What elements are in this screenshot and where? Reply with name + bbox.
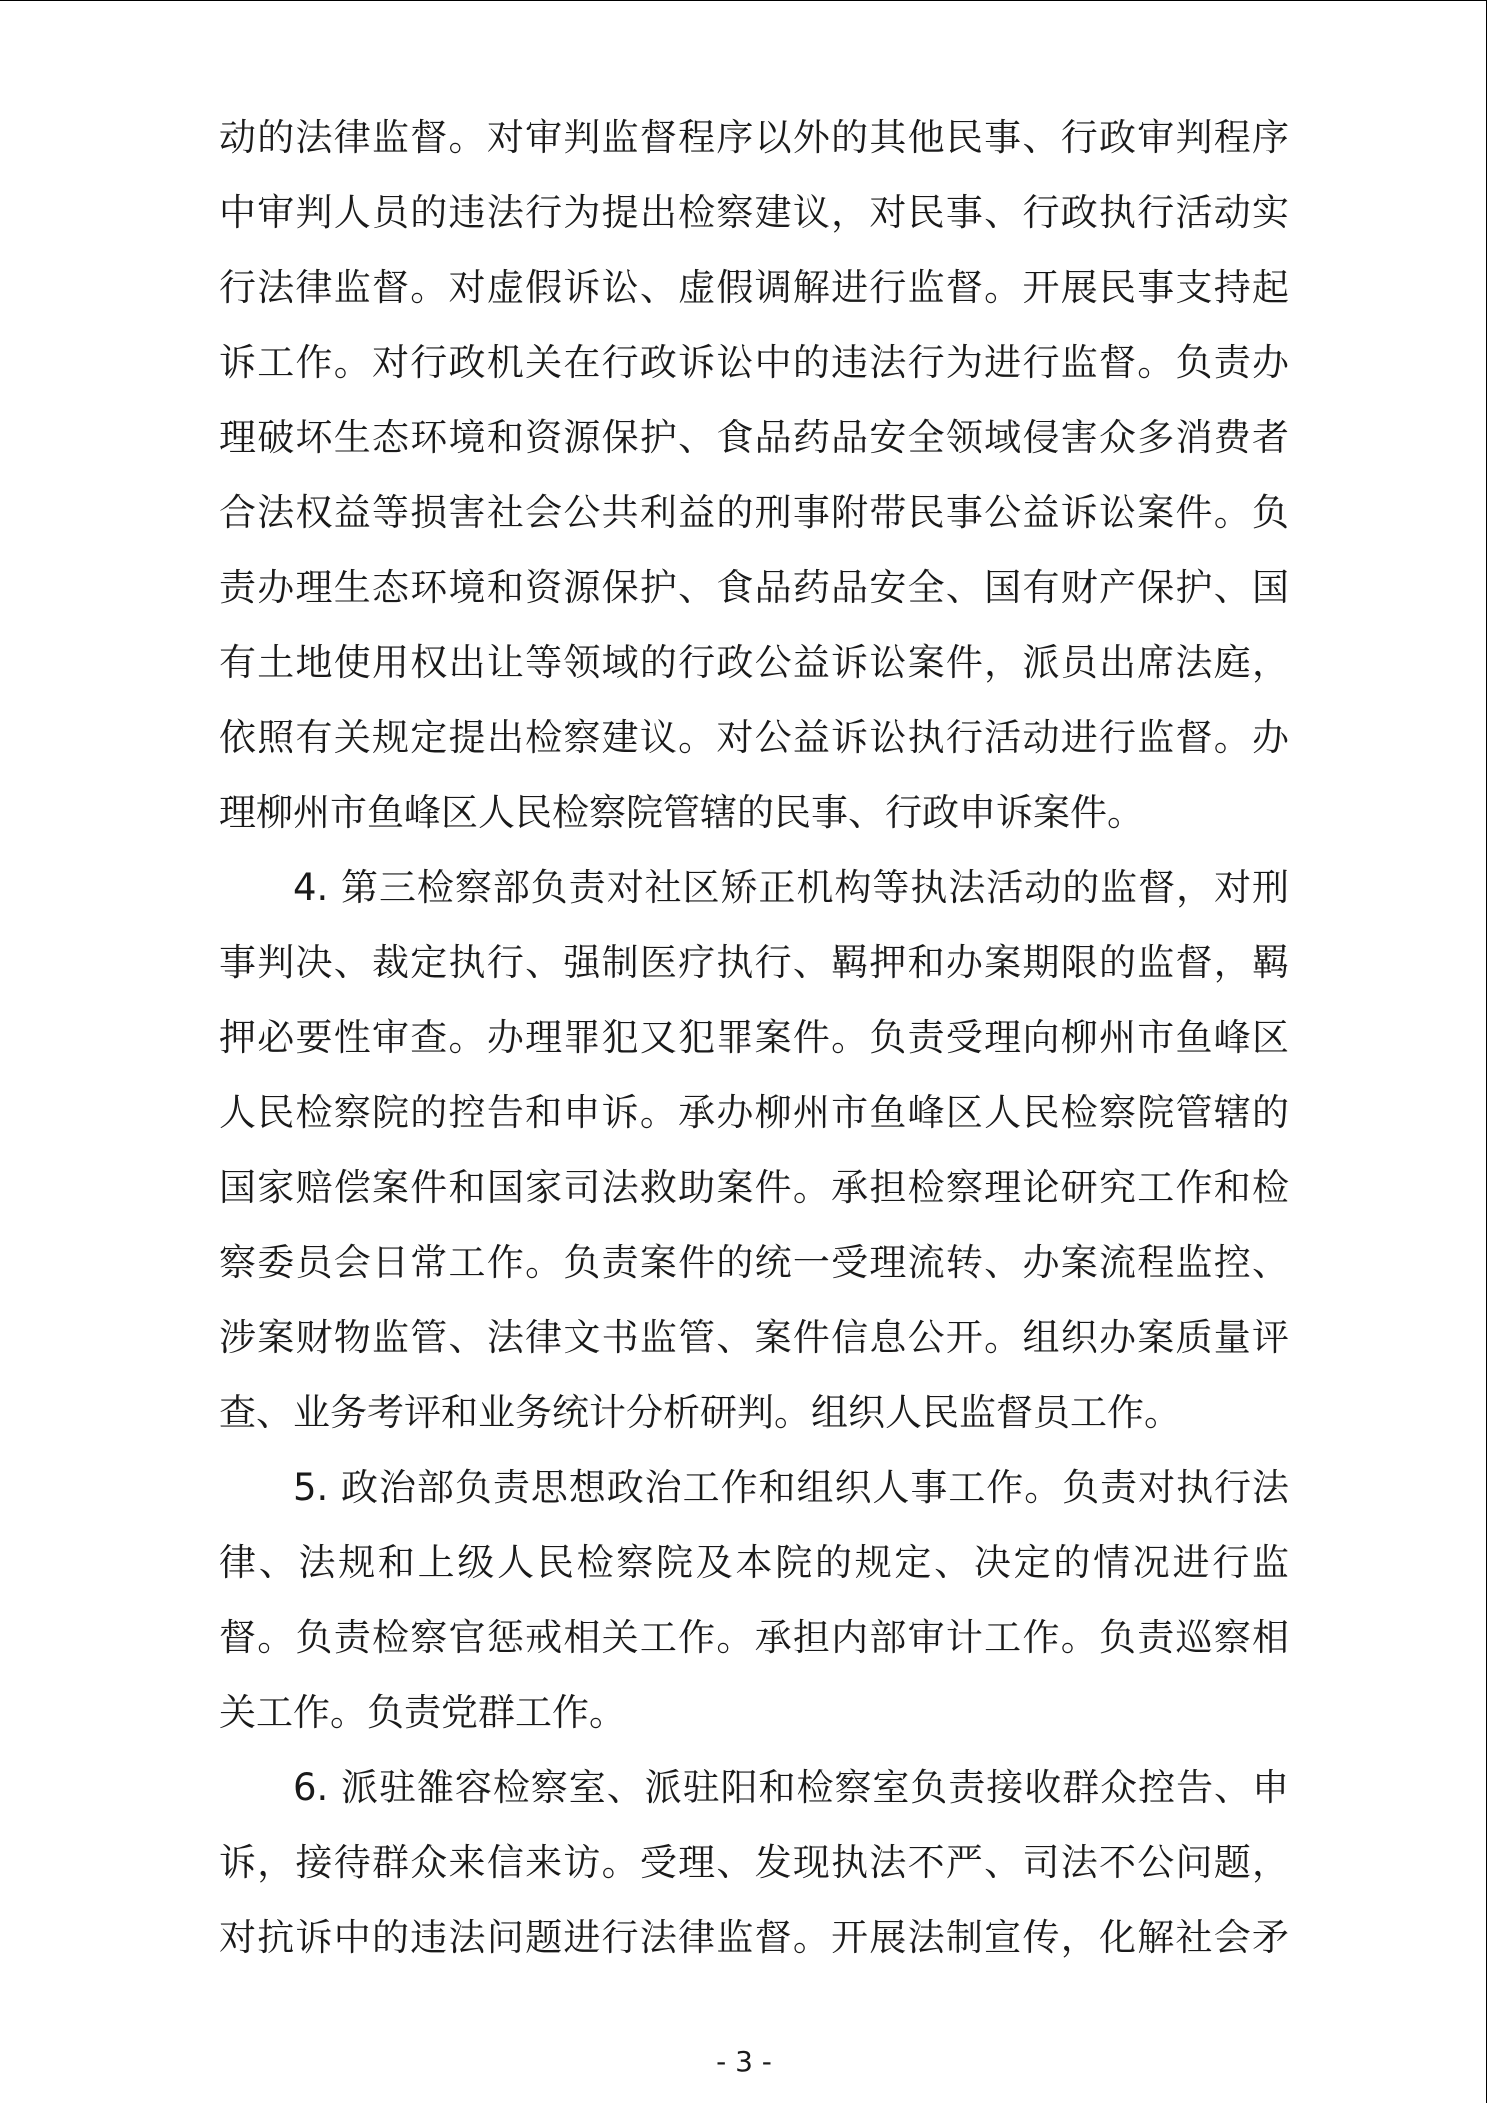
text-line: 依照有关规定提出检察建议。对公益诉讼执行活动进行监督。办	[219, 716, 1289, 759]
page-number: - 3 -	[716, 2045, 772, 2078]
text-line: 有土地使用权出让等领域的行政公益诉讼案件，派员出席法庭，	[219, 641, 1289, 684]
paragraph-first-line: 6. 派驻雒容检察室、派驻阳和检察室负责接收群众控告、申	[293, 1766, 1289, 1809]
text-line: 涉案财物监管、法律文书监管、案件信息公开。组织办案质量评	[219, 1316, 1289, 1359]
text-line: 查、业务考评和业务统计分析研判。组织人民监督员工作。	[219, 1391, 1181, 1434]
text-line: 诉工作。对行政机关在行政诉讼中的违法行为进行监督。负责办	[219, 341, 1289, 384]
text-line: 事判决、裁定执行、强制医疗执行、羁押和办案期限的监督，羁	[219, 941, 1289, 984]
paragraph-first-line: 5. 政治部负责思想政治工作和组织人事工作。负责对执行法	[293, 1466, 1289, 1509]
text-line: 督。负责检察官惩戒相关工作。承担内部审计工作。负责巡察相	[219, 1616, 1289, 1659]
text-line: 责办理生态环境和资源保护、食品药品安全、国有财产保护、国	[219, 566, 1289, 609]
text-line: 人民检察院的控告和申诉。承办柳州市鱼峰区人民检察院管辖的	[219, 1091, 1289, 1134]
text-line: 合法权益等损害社会公共利益的刑事附带民事公益诉讼案件。负	[219, 491, 1289, 534]
text-line: 诉，接待群众来信来访。受理、发现执法不严、司法不公问题，	[219, 1841, 1289, 1884]
text-line: 押必要性审查。办理罪犯又犯罪案件。负责受理向柳州市鱼峰区	[219, 1016, 1289, 1059]
text-line: 动的法律监督。对审判监督程序以外的其他民事、行政审判程序	[219, 116, 1289, 159]
text-line: 关工作。负责党群工作。	[219, 1691, 626, 1734]
text-line: 理柳州市鱼峰区人民检察院管辖的民事、行政申诉案件。	[219, 791, 1144, 834]
text-line: 国家赔偿案件和国家司法救助案件。承担检察理论研究工作和检	[219, 1166, 1289, 1209]
text-line: 中审判人员的违法行为提出检察建议，对民事、行政执行活动实	[219, 191, 1289, 234]
text-line: 察委员会日常工作。负责案件的统一受理流转、办案流程监控、	[219, 1241, 1289, 1284]
document-body	[219, 100, 1289, 1975]
text-line: 行法律监督。对虚假诉讼、虚假调解进行监督。开展民事支持起	[219, 266, 1289, 309]
text-line: 对抗诉中的违法问题进行法律监督。开展法制宣传，化解社会矛	[219, 1916, 1289, 1959]
paragraph-first-line: 4. 第三检察部负责对社区矫正机构等执法活动的监督，对刑	[293, 866, 1289, 909]
text-line: 律、法规和上级人民检察院及本院的规定、决定的情况进行监	[219, 1541, 1289, 1584]
text-line: 理破坏生态环境和资源保护、食品药品安全领域侵害众多消费者	[219, 416, 1289, 459]
